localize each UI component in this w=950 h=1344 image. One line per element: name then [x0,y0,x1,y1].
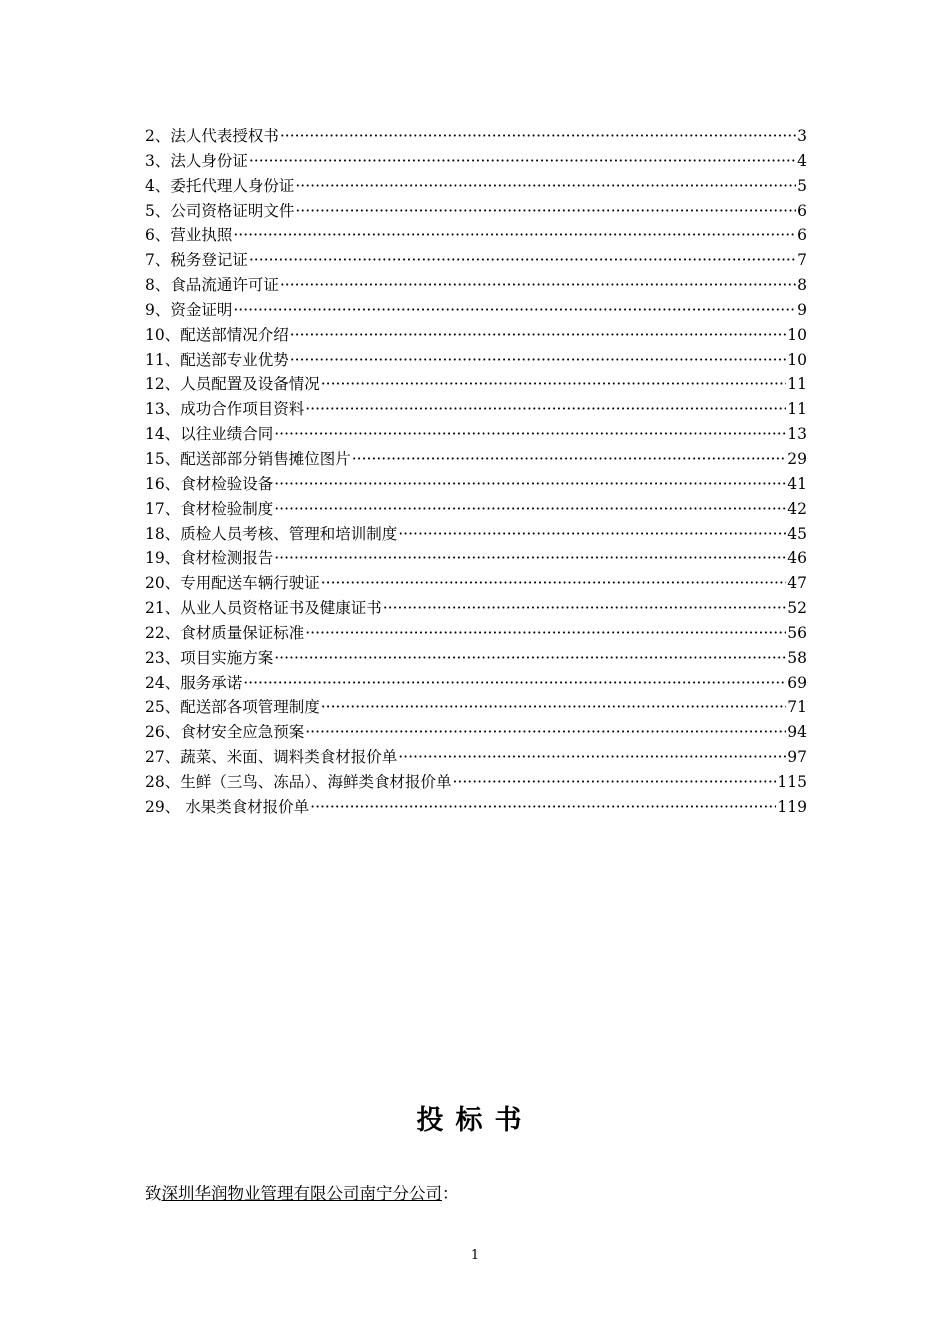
toc-entry[interactable] [145,422,807,447]
toc-entry[interactable] [145,671,807,696]
toc-entry-label: 17、食材检验制度 [145,499,274,518]
addressee-suffix: ： [442,1184,459,1203]
toc-dot-leader [274,497,786,522]
toc-entry[interactable] [145,199,807,224]
toc-dot-leader [383,596,787,621]
toc-entry-page: 47 [787,574,807,593]
toc-entry-page: 58 [787,648,807,667]
addressee-organization: 深圳华润物业管理有限公司南宁分公司 [161,1184,442,1203]
toc-entry-page: 46 [787,549,807,568]
toc-dot-leader [321,372,787,397]
toc-entry-page: 29 [787,449,807,468]
toc-entry-label: 7、税务登记证 [145,251,248,270]
toc-entry[interactable] [145,223,807,248]
toc-entry[interactable] [145,372,807,397]
toc-dot-leader [305,397,786,422]
toc-entry-page: 8 [797,276,807,295]
toc-entry[interactable] [145,174,807,199]
toc-entry-page: 6 [797,226,807,245]
toc-entry[interactable] [145,323,807,348]
toc-entry-label: 12、人员配置及设备情况 [145,375,320,394]
toc-entry-page: 10 [787,350,807,369]
toc-entry[interactable] [145,546,807,571]
toc-entry-label: 22、食材质量保证标准 [145,623,305,642]
table-of-contents [145,124,807,820]
toc-dot-leader [295,199,796,224]
toc-entry-page: 11 [787,375,807,394]
toc-dot-leader [249,248,796,273]
toc-entry-label: 24、服务承诺 [145,673,243,692]
toc-entry[interactable] [145,497,807,522]
toc-dot-leader [352,447,787,472]
toc-entry-label: 23、项目实施方案 [145,648,274,667]
toc-entry[interactable] [145,273,807,298]
toc-entry-label: 18、质检人员考核、管理和培训制度 [145,524,398,543]
toc-entry-page: 69 [787,673,807,692]
toc-entry-label: 6、营业执照 [145,226,233,245]
toc-dot-leader [274,422,786,447]
document-title: 投标书 [416,1105,534,1136]
toc-entry[interactable] [145,149,807,174]
toc-entry-page: 11 [787,400,807,419]
toc-entry-page: 5 [797,176,807,195]
toc-entry-label: 27、蔬菜、米面、调料类食材报价单 [145,748,398,767]
toc-dot-leader [452,770,776,795]
toc-dot-leader [274,472,786,497]
toc-dot-leader [398,745,786,770]
toc-entry[interactable] [145,596,807,621]
toc-entry-label: 16、食材检验设备 [145,474,274,493]
toc-dot-leader [398,522,786,547]
toc-dot-leader [274,546,786,571]
toc-entry-label: 5、公司资格证明文件 [145,201,295,220]
toc-entry[interactable] [145,571,807,596]
toc-entry-page: 6 [797,201,807,220]
toc-entry-label: 10、配送部情况介绍 [145,325,289,344]
toc-entry-label: 26、食材安全应急预案 [145,723,305,742]
toc-entry-label: 15、配送部部分销售摊位图片 [145,449,351,468]
toc-entry-label: 2、法人代表授权书 [145,127,279,145]
toc-entry-page: 9 [797,300,807,319]
toc-entry[interactable] [145,348,807,373]
toc-entry-page: 10 [787,325,807,344]
toc-entry[interactable] [145,447,807,472]
toc-dot-leader [233,298,796,323]
toc-dot-leader [321,695,787,720]
toc-entry-label: 11、配送部专业优势 [145,350,289,369]
toc-entry[interactable] [145,124,807,149]
toc-dot-leader [305,621,786,646]
toc-entry[interactable] [145,248,807,273]
addressee-prefix: 致 [145,1184,162,1203]
toc-entry[interactable] [145,397,807,422]
toc-dot-leader [321,571,787,596]
toc-entry-label: 25、配送部各项管理制度 [145,698,320,717]
toc-entry-label: 28、生鲜（三鸟、冻品）、海鲜类食材报价单 [145,772,452,791]
toc-entry-page: 71 [787,698,807,717]
toc-entry-label: 14、以往业绩合同 [145,425,274,444]
toc-entry-page: 56 [787,623,807,642]
page-number: 1 [470,1248,480,1263]
toc-entry-page: 7 [797,251,807,270]
toc-entry[interactable] [145,472,807,497]
toc-entry-page: 115 [777,772,807,791]
toc-dot-leader [249,149,796,174]
toc-dot-leader [310,795,776,820]
toc-entry-label: 20、专用配送车辆行驶证 [145,574,320,593]
toc-dot-leader [280,124,796,149]
toc-entry-page: 42 [787,499,807,518]
toc-entry-page: 94 [787,723,807,742]
toc-entry-label: 29、 水果类食材报价单 [145,797,310,816]
toc-dot-leader [290,348,787,373]
toc-entry-label: 19、食材检测报告 [145,549,274,568]
toc-entry[interactable] [145,298,807,323]
toc-entry-page: 4 [797,151,807,170]
toc-entry[interactable] [145,522,807,547]
toc-dot-leader [233,223,796,248]
toc-entry-page: 97 [787,748,807,767]
toc-entry[interactable] [145,745,807,770]
toc-entry-label: 13、成功合作项目资料 [145,400,305,419]
toc-dot-leader [295,174,796,199]
toc-entry[interactable] [145,646,807,671]
toc-dot-leader [305,720,786,745]
toc-entry-label: 9、资金证明 [145,300,233,319]
toc-entry[interactable] [145,695,807,720]
toc-entry-page: 3 [797,127,807,145]
toc-entry[interactable] [145,795,807,820]
addressee-line [145,1180,459,1204]
toc-dot-leader [243,671,786,696]
toc-entry-label: 4、委托代理人身份证 [145,176,295,195]
toc-entry[interactable] [145,621,807,646]
toc-entry-label: 3、法人身份证 [145,151,248,170]
toc-dot-leader [280,273,796,298]
toc-entry-page: 45 [787,524,807,543]
toc-entry[interactable] [145,720,807,745]
toc-entry-label: 21、从业人员资格证书及健康证书 [145,599,382,618]
toc-entry-page: 41 [787,474,807,493]
toc-dot-leader [274,646,786,671]
toc-entry-label: 8、食品流通许可证 [145,276,279,295]
toc-entry-page: 52 [787,599,807,618]
toc-dot-leader [290,323,787,348]
toc-entry-page: 119 [777,797,807,816]
toc-entry[interactable] [145,770,807,795]
toc-entry-page: 13 [787,425,807,444]
